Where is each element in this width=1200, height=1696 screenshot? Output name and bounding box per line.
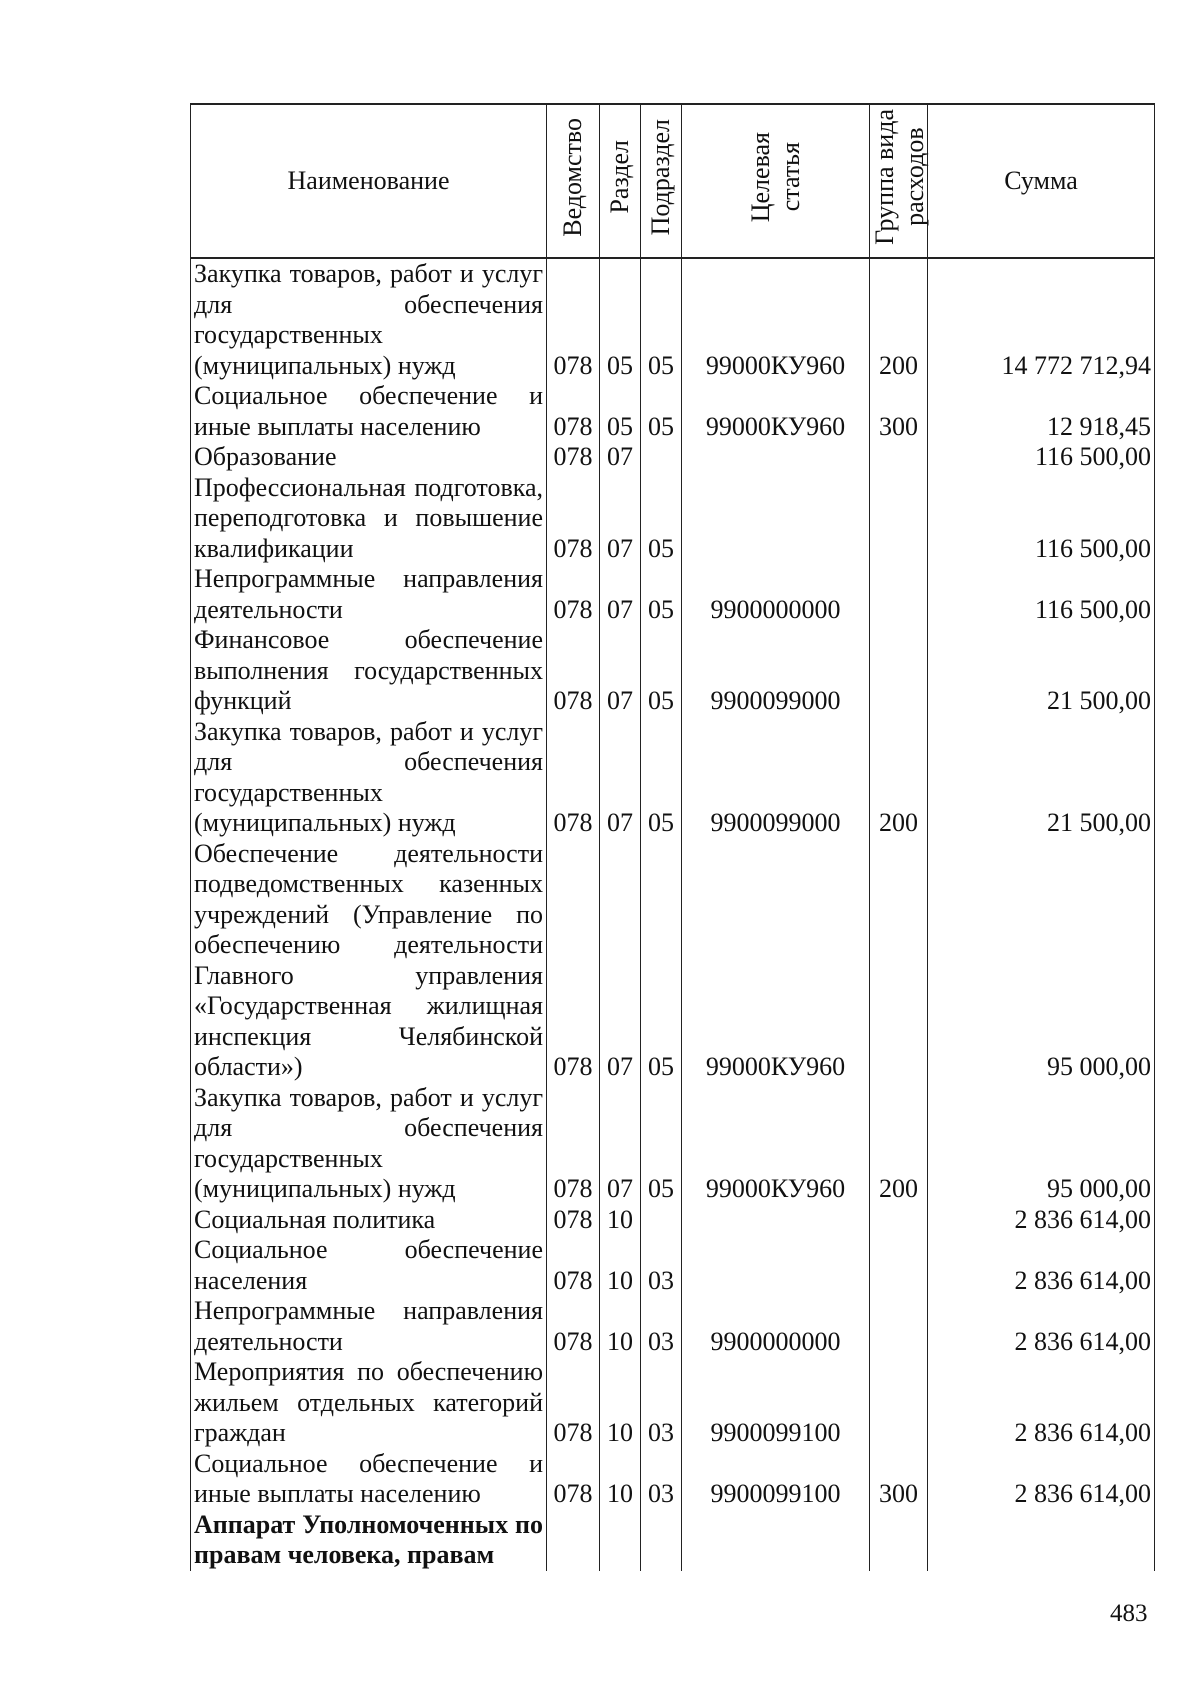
header-expense-group: Группа вида расходов [870,104,928,258]
row-name-cell: Закупка товаров, работ и услуг для обеспечения государственных (муниципальных) нужд [191,1083,547,1205]
table-row [191,717,1155,839]
table-row [191,1510,1155,1571]
row-expense-group-cell: 300 [870,381,928,442]
row-subsection-cell: 03 [641,1235,682,1296]
row-subsection-cell [641,1510,682,1571]
row-amount-cell: 14 772 712,94 [928,258,1155,381]
row-subsection-cell: 05 [641,839,682,1083]
row-expense-group-cell: 300 [870,1449,928,1510]
row-target-article-cell [682,473,870,565]
row-section-cell: 10 [600,1296,641,1357]
header-department: Ведомство [547,104,600,258]
row-expense-group-cell: 200 [870,258,928,381]
page-number: 483 [1110,1600,1148,1627]
row-expense-group-cell [870,442,928,473]
row-amount-cell: 2 836 614,00 [928,1449,1155,1510]
row-amount-cell: 2 836 614,00 [928,1235,1155,1296]
row-subsection-cell [641,442,682,473]
row-department-cell: 078 [547,717,600,839]
row-expense-group-cell [870,1235,928,1296]
row-amount-cell: 116 500,00 [928,473,1155,565]
table-row [191,1235,1155,1296]
row-target-article-cell: 9900099100 [682,1357,870,1449]
row-name-cell: Непрограммные направления деятельности [191,1296,547,1357]
row-amount-cell: 21 500,00 [928,625,1155,717]
row-section-cell: 10 [600,1205,641,1236]
row-department-cell: 078 [547,1205,600,1236]
row-target-article-cell: 9900099100 [682,1449,870,1510]
header-target-article: Целевая статья [682,104,870,258]
row-expense-group-cell [870,1357,928,1449]
row-amount-cell: 116 500,00 [928,442,1155,473]
row-subsection-cell: 05 [641,473,682,565]
row-name-cell: Финансовое обеспечение выполнения государственных функций [191,625,547,717]
row-section-cell: 10 [600,1357,641,1449]
row-subsection-cell: 05 [641,1083,682,1205]
row-section-cell: 07 [600,564,641,625]
row-target-article-cell: 99000КУ960 [682,258,870,381]
row-department-cell: 078 [547,1449,600,1510]
table-row [191,1083,1155,1205]
row-subsection-cell: 05 [641,564,682,625]
row-target-article-cell: 99000КУ960 [682,381,870,442]
row-department-cell: 078 [547,625,600,717]
table-row [191,1357,1155,1449]
row-section-cell: 07 [600,625,641,717]
table-row [191,1205,1155,1236]
row-expense-group-cell [870,1205,928,1236]
row-department-cell: 078 [547,1296,600,1357]
row-expense-group-cell [870,839,928,1083]
row-amount-cell: 2 836 614,00 [928,1205,1155,1236]
row-name-cell: Мероприятия по обеспечению жильем отдельных категорий граждан [191,1357,547,1449]
row-department-cell: 078 [547,1083,600,1205]
row-section-cell: 10 [600,1449,641,1510]
table-row [191,1449,1155,1510]
row-target-article-cell [682,1510,870,1571]
row-subsection-cell: 05 [641,625,682,717]
row-amount-cell: 2 836 614,00 [928,1357,1155,1449]
header-name: Наименование [191,104,547,258]
row-name-cell: Закупка товаров, работ и услуг для обеспечения государственных (муниципальных) нужд [191,717,547,839]
row-subsection-cell [641,1205,682,1236]
row-amount-cell: 95 000,00 [928,839,1155,1083]
row-subsection-cell: 05 [641,258,682,381]
row-name-cell: Закупка товаров, работ и услуг для обеспечения государственных (муниципальных) нужд [191,258,547,381]
row-name-cell: Аппарат Уполномоченных по правам человека, правам [191,1510,547,1571]
row-name-cell: Социальное обеспечение и иные выплаты населению [191,1449,547,1510]
table-row [191,442,1155,473]
row-subsection-cell: 03 [641,1449,682,1510]
row-name-cell: Непрограммные направления деятельности [191,564,547,625]
row-section-cell: 10 [600,1235,641,1296]
row-section-cell: 05 [600,381,641,442]
row-section-cell: 05 [600,258,641,381]
row-department-cell: 078 [547,381,600,442]
row-target-article-cell: 99000КУ960 [682,1083,870,1205]
row-section-cell: 07 [600,1083,641,1205]
row-target-article-cell: 99000КУ960 [682,839,870,1083]
row-subsection-cell: 05 [641,717,682,839]
row-expense-group-cell: 200 [870,1083,928,1205]
row-department-cell: 078 [547,1235,600,1296]
row-amount-cell [928,1510,1155,1571]
row-department-cell [547,1510,600,1571]
row-target-article-cell: 9900099000 [682,717,870,839]
row-name-cell: Социальное обеспечение и иные выплаты населению [191,381,547,442]
row-section-cell: 07 [600,839,641,1083]
row-department-cell: 078 [547,258,600,381]
row-expense-group-cell [870,1510,928,1571]
row-expense-group-cell: 200 [870,717,928,839]
row-target-article-cell: 9900099000 [682,625,870,717]
row-target-article-cell: 9900000000 [682,564,870,625]
row-amount-cell: 95 000,00 [928,1083,1155,1205]
row-name-cell: Профессиональная подготовка, переподготовка и повышение квалификации [191,473,547,565]
row-expense-group-cell [870,473,928,565]
row-section-cell [600,1510,641,1571]
row-department-cell: 078 [547,564,600,625]
row-department-cell: 078 [547,473,600,565]
row-amount-cell: 21 500,00 [928,717,1155,839]
row-amount-cell: 12 918,45 [928,381,1155,442]
budget-table [190,103,1155,1571]
table-row [191,1296,1155,1357]
row-target-article-cell: 9900000000 [682,1296,870,1357]
table-row [191,473,1155,565]
row-department-cell: 078 [547,1357,600,1449]
row-section-cell: 07 [600,442,641,473]
table-row [191,625,1155,717]
header-amount: Сумма [928,104,1155,258]
row-subsection-cell: 03 [641,1357,682,1449]
row-department-cell: 078 [547,442,600,473]
row-name-cell: Социальное обеспечение населения [191,1235,547,1296]
row-amount-cell: 2 836 614,00 [928,1296,1155,1357]
row-name-cell: Образование [191,442,547,473]
table-header-row [191,104,1155,258]
row-target-article-cell [682,442,870,473]
header-section: Раздел [600,104,641,258]
row-subsection-cell: 05 [641,381,682,442]
row-expense-group-cell [870,1296,928,1357]
table-row [191,258,1155,381]
row-subsection-cell: 03 [641,1296,682,1357]
row-target-article-cell [682,1235,870,1296]
row-expense-group-cell [870,625,928,717]
row-department-cell: 078 [547,839,600,1083]
header-subsection: Подраздел [641,104,682,258]
row-expense-group-cell [870,564,928,625]
row-section-cell: 07 [600,473,641,565]
table-row [191,381,1155,442]
row-target-article-cell [682,1205,870,1236]
row-section-cell: 07 [600,717,641,839]
row-amount-cell: 116 500,00 [928,564,1155,625]
table-row [191,564,1155,625]
row-name-cell: Обеспечение деятельности подведомственных казенных учреждений (Управление по обеспечению деятельности Главного управления «Государственная жилищная инспекция Челябинской области») [191,839,547,1083]
row-name-cell: Социальная политика [191,1205,547,1236]
table-row [191,839,1155,1083]
